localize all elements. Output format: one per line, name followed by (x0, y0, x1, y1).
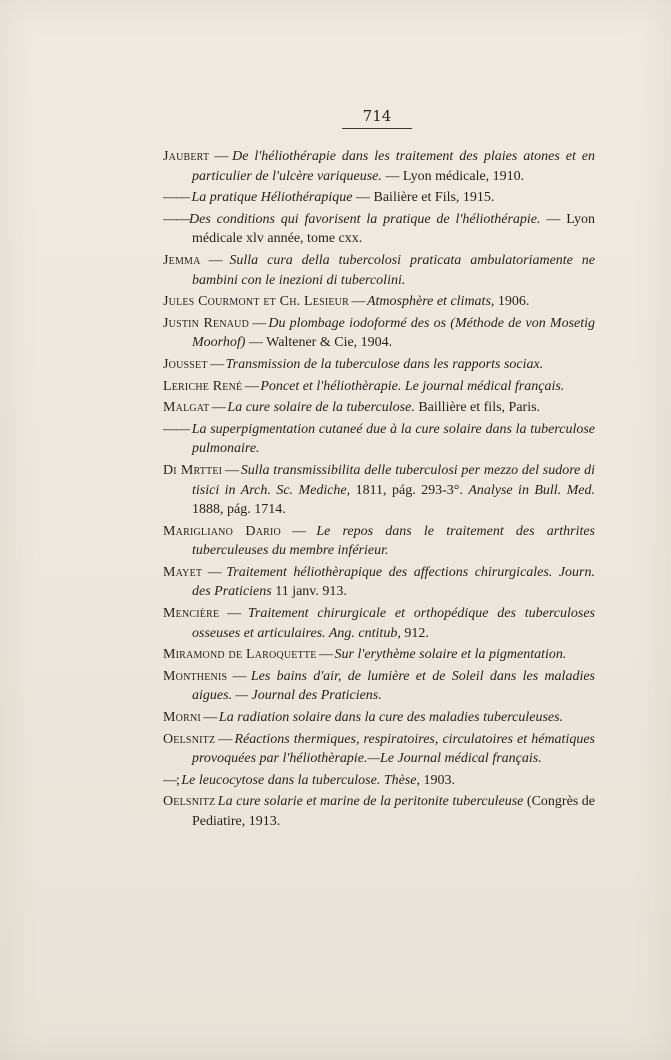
entry-author: Jemma (163, 252, 201, 268)
entry-separator: — (222, 462, 241, 478)
entry-separator: —— (163, 190, 192, 206)
entry-title: Réactions thermiques, respiratoires, circulatoires et hématiques provoquées par l'héliothèrapie.—Le Journal médical français. (192, 731, 595, 767)
entry-separator: — (348, 294, 367, 310)
entry-separator: — (280, 523, 317, 539)
entry-title: Sur l'erythème solaire et la pigmentation. (334, 647, 567, 663)
entry-author: Leriche René (163, 378, 243, 394)
entry-separator: — (215, 731, 235, 747)
entry-separator: —— (163, 421, 192, 437)
entry-separator: — (200, 252, 230, 268)
bibliography-entry (163, 314, 595, 353)
entry-author: Di Mrttei (163, 462, 223, 478)
entry-title: Traitement héliothèrapique des affections chirurgicales. Journ. des Praticiens (192, 564, 596, 600)
entry-separator: —; (163, 772, 182, 788)
entry-title: La superpigmentation cutaneé due à la cure solaire dans la tuberculose pulmonaire. (191, 421, 595, 457)
bibliography-entry (163, 461, 595, 520)
bibliography-entry (163, 730, 595, 769)
entry-publication: 1811, pág. 293-3°. (350, 482, 469, 498)
entry-title: La cure solarie et marine de la peritonite tuberculeuse (217, 794, 524, 810)
entry-publication: 912. (400, 625, 429, 641)
entry-author: Jules Courmont et Ch. Lesieur (163, 294, 349, 310)
entry-publication: 11 janv. 913. (271, 584, 347, 600)
entry-author: Marigliano Dario (163, 523, 281, 539)
bibliography-entry (163, 188, 595, 208)
entry-author: Monthenis (163, 668, 228, 684)
entry-publication: 1906. (494, 294, 530, 310)
bibliography-entry (163, 792, 595, 831)
entry-separator: — (316, 647, 335, 663)
entry-separator: — (202, 564, 227, 580)
entry-publication: (Congrès de Pediatire, 1913. (192, 794, 595, 829)
page-number-rule (342, 128, 412, 129)
entry-author: Mencière (163, 606, 220, 622)
bibliography-entry (163, 147, 595, 186)
entry-separator: — (249, 315, 269, 331)
bibliography-entry (163, 251, 595, 290)
entry-title: La pratique Héliothérapique (191, 190, 353, 206)
entry-author: Oelsnitz (163, 794, 216, 810)
bibliography-entry (163, 604, 595, 643)
bibliography-entry (163, 645, 595, 665)
bibliography-entry (163, 522, 595, 561)
entry-author: Oelsnitz (163, 731, 216, 747)
entry-title: La radiation solaire dans la cure des maladies tuberculeuses. (218, 710, 564, 726)
entry-title: Les bains d'air, de lumière et de Soleil dans les maladies aigues. — Journal des Praticiens. (192, 668, 595, 704)
entry-title: Des conditions qui favorisent la pratique de l'héliothérapie. (189, 211, 541, 227)
bibliography-entry (163, 667, 595, 706)
entry-title: La cure solaire de la tuberculose. (227, 400, 415, 416)
entry-publication: 1903. (420, 772, 455, 788)
entry-publication: — Lyon médicale, 1910. (381, 168, 525, 184)
entry-separator: — (209, 149, 233, 164)
entry-author: Justin Renaud (163, 315, 250, 331)
bibliography-entry (163, 398, 595, 418)
entry-publication: Baillière et fils, Paris. (414, 400, 541, 416)
entry-title: Transmission de la tuberculose dans les rapports sociax. (225, 356, 544, 372)
entry-author: Jousset (163, 356, 208, 372)
bibliography-entry (163, 563, 595, 602)
bibliography-entry (163, 377, 595, 397)
entry-title: Traitement chirurgicale et orthopédique des tuberculoses osseuses et articulaires. Ang. cntitub, (192, 606, 596, 641)
entry-title: De l'héliothérapie dans les traitement des plaies atones et en particulier de l'ulcère variqueuse. (192, 149, 596, 184)
entry-title: Atmosphère et climats, (366, 294, 495, 310)
entry-title: Du plombage iodoformé des os (Méthode de von Mosetig Moorhof) (192, 315, 596, 351)
entry-separator: — (227, 668, 251, 684)
bibliography-entry (163, 292, 595, 312)
entry-title: Le leucocytose dans la tuberculose. Thèse, (181, 772, 420, 788)
entry-author: Mayet (163, 564, 203, 580)
bibliography-entry (163, 708, 595, 728)
entry-publication: — Lyon médicale xlv année, tome cxx. (192, 211, 595, 247)
entry-title: Sulla transmissibilita delle tuberculosi per mezzo del sudore di tisici in Arch. Sc. Mediche, (192, 462, 596, 498)
entry-separator: — (209, 400, 228, 416)
entry-author: Malgat (163, 400, 210, 416)
entry-separator: — (207, 356, 226, 372)
entry-separator: — (242, 378, 261, 394)
entry-title: Le repos dans le traitement des arthrites tuberculeuses du membre inférieur. (192, 523, 596, 559)
page-number: 714 (362, 107, 392, 125)
bibliography-entry (163, 355, 595, 375)
entry-separator: — (219, 606, 248, 622)
entry-separator: — (200, 710, 219, 726)
entry-title: Poncet et l'héliothèrapie. Le journal médical français. (260, 378, 565, 394)
entry-author: Miramond de Laroquette (163, 647, 317, 663)
entry-separator: —— (163, 211, 189, 227)
entry-publication: — Waltener & Cie, 1904. (245, 335, 393, 351)
entry-title-secondary: Analyse in Bull. Med. (468, 482, 595, 498)
bibliography-entry (163, 420, 595, 459)
entry-publication: — Bailière et Fils, 1915. (352, 190, 495, 206)
bibliography-entry (163, 210, 595, 249)
entry-author: Morni (163, 710, 201, 726)
bibliography-list (163, 147, 595, 834)
entry-author: Jaubert (163, 149, 210, 164)
entry-title: Sulla cura della tubercolosi praticata ambulatoriamente ne bambini con le inezioni di tubercolini. (192, 252, 596, 288)
entry-publication-secondary: 1888, pág. 1714. (192, 502, 286, 518)
bibliography-entry (163, 771, 595, 791)
